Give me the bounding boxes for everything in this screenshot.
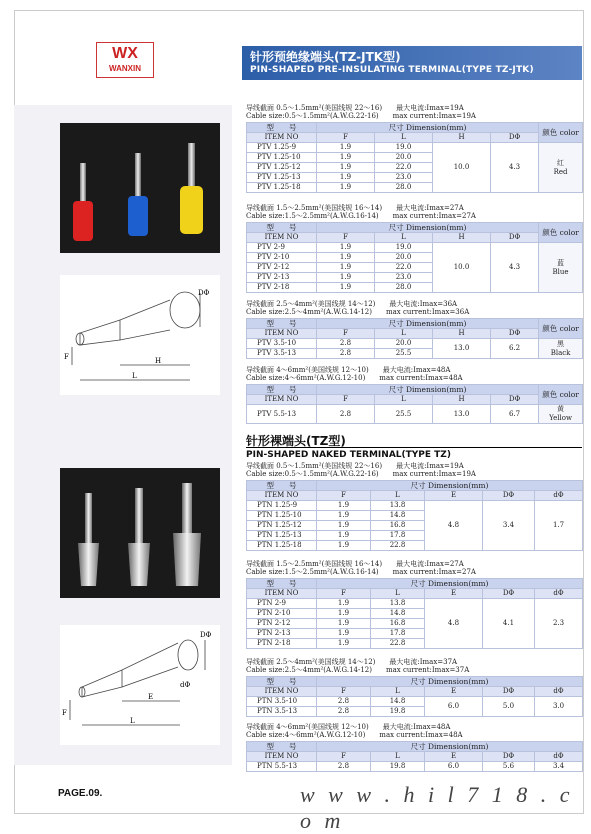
color-name-en: Yellow (549, 414, 572, 422)
L-cell: 16.8 (371, 521, 425, 531)
page-title-cn: 针形预绝缘端头(TZ-JTK型) (250, 50, 401, 64)
color-name-cn: 蓝 (557, 258, 565, 267)
ins-spec-table (246, 122, 583, 193)
color-cell (539, 339, 583, 359)
logo-wx-text: WX (112, 45, 138, 62)
F-cell: 1.9 (317, 619, 371, 629)
color-name-cn: 黄 (557, 405, 565, 413)
color-name-en: Blue (552, 267, 569, 276)
table-row (247, 339, 583, 349)
naked-spec-table (246, 480, 583, 551)
H-cell: 10.0 (433, 243, 491, 293)
E-header: E (425, 687, 483, 697)
E-header: E (425, 589, 483, 599)
d-header: dΦ (535, 491, 583, 501)
F-cell: 1.9 (317, 183, 375, 193)
table-row (247, 405, 583, 424)
page-title-en: PIN-SHAPED PRE-INSULATING TERMINAL(TYPE TZ-JTK) (250, 65, 534, 75)
H-header: H (433, 233, 491, 243)
model-cell: PTV 2-18 (247, 283, 317, 293)
model-cell: PTV 1.25-13 (247, 173, 317, 183)
model-cell: PTN 1.25-13 (247, 531, 317, 541)
svg-text:L: L (132, 372, 137, 380)
L-cell: 25.5 (375, 349, 433, 359)
F-cell: 2.8 (317, 349, 375, 359)
model-cell: PTV 1.25-18 (247, 183, 317, 193)
F-cell: 1.9 (317, 511, 371, 521)
model-cell: PTN 2-13 (247, 629, 317, 639)
model-header-cn: 型 号 (247, 319, 317, 329)
d-cell: 3.0 (535, 697, 583, 717)
ins-spec-table (246, 222, 583, 293)
model-cell: PTN 2-18 (247, 639, 317, 649)
color-header: 颜色 color (539, 319, 583, 339)
L-cell: 28.0 (375, 283, 433, 293)
color-header: 颜色 color (539, 123, 583, 143)
L-header: L (371, 589, 425, 599)
F-cell: 2.8 (317, 405, 375, 424)
H-cell: 10.0 (433, 143, 491, 193)
ins-table-1-note-cn: 导线截面 1.5～2.5mm²(美国线规 16～14) 最大电流:Imax=27A (246, 204, 464, 212)
model-cell: PTV 1.25-9 (247, 143, 317, 153)
insulated-terminal-photo (60, 123, 220, 253)
naked-table-1-note-en: Cable size:1.5～2.5mm²(A.W.G.16-14) max current:Imax=27A (246, 568, 476, 576)
F-cell: 1.9 (317, 253, 375, 263)
color-cell (539, 405, 583, 424)
naked-table-0-note-en: Cable size:0.5～1.5mm²(A.W.G.22-16) max current:Imax=19A (246, 470, 476, 478)
F-cell: 2.8 (317, 697, 371, 707)
H-header: H (433, 329, 491, 339)
model-cell: PTN 1.25-18 (247, 541, 317, 551)
L-header: L (375, 395, 433, 405)
naked-table-2-note-cn: 导线截面 2.5～4mm²(美国线规 14～12) 最大电流:Imax=37A (246, 658, 458, 666)
L-cell: 28.0 (375, 183, 433, 193)
L-cell: 20.0 (375, 339, 433, 349)
svg-text:F: F (62, 709, 67, 717)
F-cell: 2.8 (317, 707, 371, 717)
model-header-cn: 型 号 (247, 481, 317, 491)
F-header: F (317, 133, 375, 143)
model-cell: PTV 2-9 (247, 243, 317, 253)
naked-table-3-note-en: Cable size:4～6mm²(A.W.G.12-10) max current:Imax=48A (246, 731, 463, 739)
H-cell: 13.0 (433, 339, 491, 359)
L-header: L (371, 491, 425, 501)
E-cell: 4.8 (425, 599, 483, 649)
table-row (247, 697, 583, 707)
L-cell: 16.8 (371, 619, 425, 629)
table-row (247, 599, 583, 609)
model-cell: PTV 2-12 (247, 263, 317, 273)
color-name-cn: 黑 (557, 339, 565, 348)
F-cell: 1.9 (317, 153, 375, 163)
color-header: 颜色 color (539, 385, 583, 405)
model-header-cn: 型 号 (247, 742, 317, 752)
insulated-terminal-diagram (60, 275, 220, 395)
model-cell: PTV 1.25-10 (247, 153, 317, 163)
color-cell (539, 243, 583, 293)
F-cell: 1.9 (317, 243, 375, 253)
ins-table-2-note-en: Cable size:2.5～4mm²(A.W.G.14-12) max current:Imax=36A (246, 308, 470, 316)
L-cell: 22.0 (375, 263, 433, 273)
d-cell: 2.3 (535, 599, 583, 649)
F-cell: 1.9 (317, 541, 371, 551)
watermark-text: w w w . h i l 7 1 8 . c o m (300, 782, 574, 833)
item-no-header: ITEM NO (247, 752, 317, 762)
D-header: DΦ (483, 752, 535, 762)
section2-title-cn: 针形裸端头(TZ型) (246, 434, 346, 448)
D-header: DΦ (483, 491, 535, 501)
svg-text:E: E (148, 693, 154, 701)
F-cell: 1.9 (317, 629, 371, 639)
item-no-header: ITEM NO (247, 329, 317, 339)
naked-spec-table (246, 741, 583, 772)
model-cell: PTN 1.25-12 (247, 521, 317, 531)
table-row (247, 501, 583, 511)
model-cell: PTN 3.5-10 (247, 697, 317, 707)
item-no-header: ITEM NO (247, 687, 317, 697)
naked-table-1-note-cn: 导线截面 1.5～2.5mm²(美国线规 16～14) 最大电流:Imax=27A (246, 560, 464, 568)
L-header: L (371, 752, 425, 762)
L-cell: 19.8 (371, 762, 425, 772)
dimension-header: 尺寸 Dimension(mm) (317, 579, 583, 589)
D-cell: 6.7 (491, 405, 539, 424)
F-header: F (317, 687, 371, 697)
model-cell: PTN 1.25-9 (247, 501, 317, 511)
H-header: H (433, 395, 491, 405)
D-cell: 4.3 (491, 143, 539, 193)
D-header: DΦ (491, 329, 539, 339)
item-no-header: ITEM NO (247, 233, 317, 243)
svg-text:F: F (64, 353, 69, 361)
ins-table-0-note-en: Cable size:0.5～1.5mm²(A.W.G.22-16) max current:Imax=19A (246, 112, 476, 120)
F-cell: 1.9 (317, 531, 371, 541)
L-cell: 20.0 (375, 253, 433, 263)
ins-table-0-note-cn: 导线截面 0.5～1.5mm²(美国线规 22～16) 最大电流:Imax=19A (246, 104, 464, 112)
F-cell: 1.9 (317, 521, 371, 531)
d-cell: 1.7 (535, 501, 583, 551)
model-cell: PTN 2-12 (247, 619, 317, 629)
d-header: dΦ (535, 687, 583, 697)
color-name-en: Black (550, 348, 571, 357)
naked-table-0-note-cn: 导线截面 0.5～1.5mm²(美国线规 22～16) 最大电流:Imax=19A (246, 462, 464, 470)
svg-text:DΦ: DΦ (200, 631, 212, 639)
page-number: PAGE.09. (58, 788, 103, 799)
F-cell: 1.9 (317, 599, 371, 609)
dimension-header: 尺寸 Dimension(mm) (317, 742, 583, 752)
naked-terminal-photo (60, 468, 220, 598)
F-cell: 1.9 (317, 609, 371, 619)
model-cell: PTV 1.25-12 (247, 163, 317, 173)
item-no-header: ITEM NO (247, 133, 317, 143)
item-no-header: ITEM NO (247, 491, 317, 501)
color-cell (539, 143, 583, 193)
L-header: L (375, 133, 433, 143)
L-header: L (371, 687, 425, 697)
naked-spec-table (246, 578, 583, 649)
E-cell: 6.0 (425, 697, 483, 717)
d-header: dΦ (535, 752, 583, 762)
section2-rule (246, 447, 582, 448)
F-header: F (317, 491, 371, 501)
L-cell: 13.8 (371, 599, 425, 609)
section2-title-en: PIN-SHAPED NAKED TERMINAL(TYPE TZ) (246, 450, 451, 460)
D-header: DΦ (491, 133, 539, 143)
brand-logo (96, 42, 154, 78)
L-cell: 17.8 (371, 629, 425, 639)
F-header: F (317, 395, 375, 405)
F-cell: 2.8 (317, 339, 375, 349)
L-cell: 14.8 (371, 609, 425, 619)
D-cell: 4.3 (491, 243, 539, 293)
F-cell: 2.8 (317, 762, 371, 772)
naked-table-2-note-en: Cable size:2.5～4mm²(A.W.G.14-12) max current:Imax=37A (246, 666, 470, 674)
model-cell: PTV 2-13 (247, 273, 317, 283)
svg-text:DΦ: DΦ (198, 289, 210, 297)
color-name-cn: 红 (557, 158, 565, 167)
D-header: DΦ (483, 687, 535, 697)
L-cell: 22.8 (371, 639, 425, 649)
D-header: DΦ (483, 589, 535, 599)
model-cell: PTN 5.5-13 (247, 762, 317, 772)
model-cell: PTN 2-9 (247, 599, 317, 609)
model-cell: PTN 3.5-13 (247, 707, 317, 717)
ins-spec-table (246, 384, 583, 424)
model-header-cn: 型 号 (247, 223, 317, 233)
E-cell: 4.8 (425, 501, 483, 551)
D-cell: 6.2 (491, 339, 539, 359)
L-cell: 19.0 (375, 243, 433, 253)
F-cell: 1.9 (317, 163, 375, 173)
L-cell: 19.8 (371, 707, 425, 717)
ins-spec-table (246, 318, 583, 359)
ins-table-1-note-en: Cable size:1.5～2.5mm²(A.W.G.16-14) max current:Imax=27A (246, 212, 476, 220)
L-cell: 25.5 (375, 405, 433, 424)
table-row (247, 143, 583, 153)
L-cell: 22.8 (371, 541, 425, 551)
E-header: E (425, 752, 483, 762)
model-cell: PTV 2-10 (247, 253, 317, 263)
D-header: DΦ (491, 233, 539, 243)
dimension-header: 尺寸 Dimension(mm) (317, 223, 539, 233)
dimension-header: 尺寸 Dimension(mm) (317, 123, 539, 133)
dimension-header: 尺寸 Dimension(mm) (317, 677, 583, 687)
model-header-cn: 型 号 (247, 579, 317, 589)
ins-table-3-note-cn: 导线截面 4～6mm²(美国线规 12～10) 最大电流:Imax=48A (246, 366, 451, 374)
naked-spec-table (246, 676, 583, 717)
L-header: L (375, 233, 433, 243)
D-cell: 4.1 (483, 599, 535, 649)
E-header: E (425, 491, 483, 501)
logo-name-text: WANXIN (97, 64, 153, 73)
F-cell: 1.9 (317, 501, 371, 511)
F-header: F (317, 329, 375, 339)
F-cell: 1.9 (317, 263, 375, 273)
naked-terminal-diagram (60, 625, 220, 745)
table-row (247, 243, 583, 253)
d-cell: 3.4 (535, 762, 583, 772)
D-header: DΦ (491, 395, 539, 405)
model-header-cn: 型 号 (247, 385, 317, 395)
svg-text:L: L (130, 717, 135, 725)
model-header-cn: 型 号 (247, 677, 317, 687)
L-cell: 17.8 (371, 531, 425, 541)
model-cell: PTN 1.25-10 (247, 511, 317, 521)
D-cell: 5.0 (483, 697, 535, 717)
L-cell: 23.0 (375, 273, 433, 283)
F-header: F (317, 752, 371, 762)
model-cell: PTN 2-10 (247, 609, 317, 619)
dimension-header: 尺寸 Dimension(mm) (317, 385, 539, 395)
D-cell: 3.4 (483, 501, 535, 551)
F-cell: 1.9 (317, 173, 375, 183)
color-header: 颜色 color (539, 223, 583, 243)
F-cell: 1.9 (317, 143, 375, 153)
F-cell: 1.9 (317, 639, 371, 649)
H-header: H (433, 133, 491, 143)
L-cell: 14.8 (371, 697, 425, 707)
F-cell: 1.9 (317, 273, 375, 283)
L-header: L (375, 329, 433, 339)
ins-table-2-note-cn: 导线截面 2.5～4mm²(美国线规 14～12) 最大电流:Imax=36A (246, 300, 458, 308)
L-cell: 22.0 (375, 163, 433, 173)
dimension-header: 尺寸 Dimension(mm) (317, 319, 539, 329)
item-no-header: ITEM NO (247, 589, 317, 599)
L-cell: 14.8 (371, 511, 425, 521)
model-header-cn: 型 号 (247, 123, 317, 133)
color-name-en: Red (553, 167, 568, 176)
L-cell: 19.0 (375, 143, 433, 153)
F-cell: 1.9 (317, 283, 375, 293)
d-header: dΦ (535, 589, 583, 599)
ins-table-3-note-en: Cable size:4～6mm²(A.W.G.12-10) max current:Imax=48A (246, 374, 463, 382)
model-cell: PTV 5.5-13 (247, 405, 317, 424)
model-cell: PTV 3.5-10 (247, 339, 317, 349)
L-cell: 13.8 (371, 501, 425, 511)
F-header: F (317, 233, 375, 243)
L-cell: 23.0 (375, 173, 433, 183)
E-cell: 6.0 (425, 762, 483, 772)
item-no-header: ITEM NO (247, 395, 317, 405)
L-cell: 20.0 (375, 153, 433, 163)
svg-text:dΦ: dΦ (180, 681, 191, 689)
D-cell: 5.6 (483, 762, 535, 772)
naked-table-3-note-cn: 导线截面 4～6mm²(美国线规 12～10) 最大电流:Imax=48A (246, 723, 451, 731)
H-cell: 13.0 (433, 405, 491, 424)
table-row (247, 762, 583, 772)
dimension-header: 尺寸 Dimension(mm) (317, 481, 583, 491)
svg-text:H: H (155, 357, 162, 365)
F-header: F (317, 589, 371, 599)
model-cell: PTV 3.5-13 (247, 349, 317, 359)
